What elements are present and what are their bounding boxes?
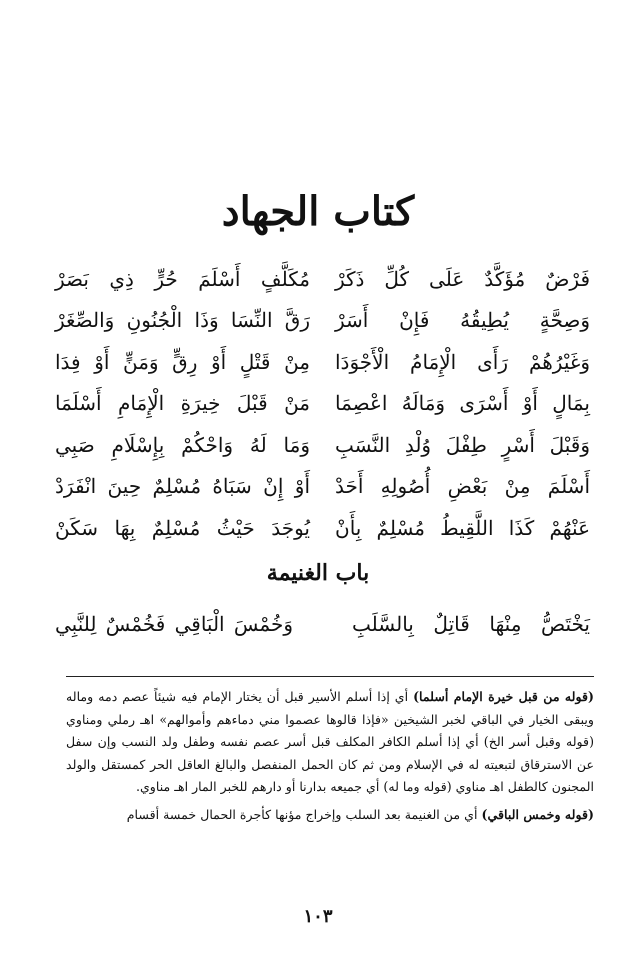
verse-row <box>55 341 590 383</box>
page-number: ١٠٣ <box>303 906 333 927</box>
commentary-text: أي من الغنيمة بعد السلب وإخراج مؤنها كأجرة الحمال خمسة أقسام <box>126 806 482 822</box>
book-title: كتاب الجهاد <box>221 188 415 235</box>
commentary-text: أي إذا أسلم الأسير قبل أن يختار الإمام فيه شيئاً عصم دمه وماله ويبقى الخيار في الباقي لخبر الشيخين «فإذا قالوها عصموا مني دماءهم وأموالهم» اهـ رملي ومناوي (قوله وقبل أسر الخ) أي إذا أسلم الكافر المكلف قبل أسر عصم نفسه وطفل ولد النسب وإن سفل عن الاسترقاق لتبعيته له في الإسلام ومن ثم كان الحمل المنفصل والبالغ العاقل الحر كمستقل والولد المجنون كالطفل اهـ مناوي (قوله وما له) أي جميعه بدارنا أو دارهم للخبر المار اهـ مناوي. <box>66 689 594 794</box>
verse-left-hemistich: مُكَلَّفٍ أَسْلَمَ حُرٍّ ذِي بَصَرْ <box>55 266 310 291</box>
verse-right-hemistich: بِمَالٍ أَوْ أَسْرَى وَمَالَهُ اعْصِمَا <box>335 391 590 416</box>
commentary-paragraph <box>66 804 594 827</box>
verse-left-hemistich: وَمَا لَهُ وَاحْكُمْ بِإِسْلَامِ صَبِي <box>55 432 310 457</box>
verse-left-hemistich: رَقَّ النِّسَا وَذَا الْجُنُونِ وَالصِّغَرْ <box>55 308 310 333</box>
verse-left-hemistich: مِنْ قَتْلٍ أَوْ رِقٍّ وَمَنٍّ أَوْ فِدَا <box>55 349 310 374</box>
verse-row <box>55 466 590 508</box>
verse-row <box>55 383 590 425</box>
commentary-footnotes <box>66 686 594 826</box>
verse-right-hemistich: وَقَبْلَ أَسْرٍ طِفْلَ وُلْدِ النَّسَبِ <box>335 432 590 457</box>
verse-row <box>55 258 590 300</box>
verse-row <box>55 424 590 466</box>
verse-right-hemistich: أَسْلَمَ مِنْ بَعْضِ أُصُولِهِ أَحَدْ <box>335 474 590 499</box>
commentary-lead: (قوله من قبل خيرة الإمام أسلما) <box>413 689 594 704</box>
commentary-paragraph <box>66 686 594 799</box>
verse-right-hemistich: يَخْتَصُّ مِنْهَا قَاتِلٌ بِالسَّلَبِ <box>352 612 590 636</box>
verse-right-hemistich: وَصِحَّةٍ يُطِيقُهُ فَإِنْ أَسَرْ <box>335 308 590 333</box>
verse-row <box>55 300 590 342</box>
footnote-divider <box>66 676 594 677</box>
verse-left-hemistich: أَوْ إِنْ سَبَاهُ مُسْلِمٌ حِينَ انْفَرَدْ <box>55 474 310 499</box>
section-verse <box>55 612 590 636</box>
verse-right-hemistich: عَنْهُمْ كَذَا اللَّقِيطُ مُسْلِمٌ بِأَنْ <box>335 515 590 540</box>
commentary-lead: (قوله وخمس الباقي) <box>481 806 594 822</box>
verse-left-hemistich: مَنْ قَبْلَ خِيرَةِ الْإِمَامِ أَسْلَمَا <box>55 391 310 416</box>
verse-row <box>55 507 590 549</box>
verse-block <box>55 258 590 549</box>
verse-right-hemistich: وَغَيْرُهُمْ رَأَى الْإِمَامُ الْأَجْوَدَا <box>335 349 590 374</box>
verse-left-hemistich: يُوجَدَ حَيْثُ مُسْلِمٌ بِهَا سَكَنْ <box>55 515 310 540</box>
section-title: باب الغنيمة <box>266 560 370 586</box>
verse-left-hemistich: وَخُمْسَ الْبَاقِي فَخُمْسٌ لِلنَّبِي <box>55 612 293 636</box>
verse-right-hemistich: فَرْضٌ مُؤَكَّدٌ عَلَى كُلِّ ذَكَرْ <box>335 266 590 291</box>
